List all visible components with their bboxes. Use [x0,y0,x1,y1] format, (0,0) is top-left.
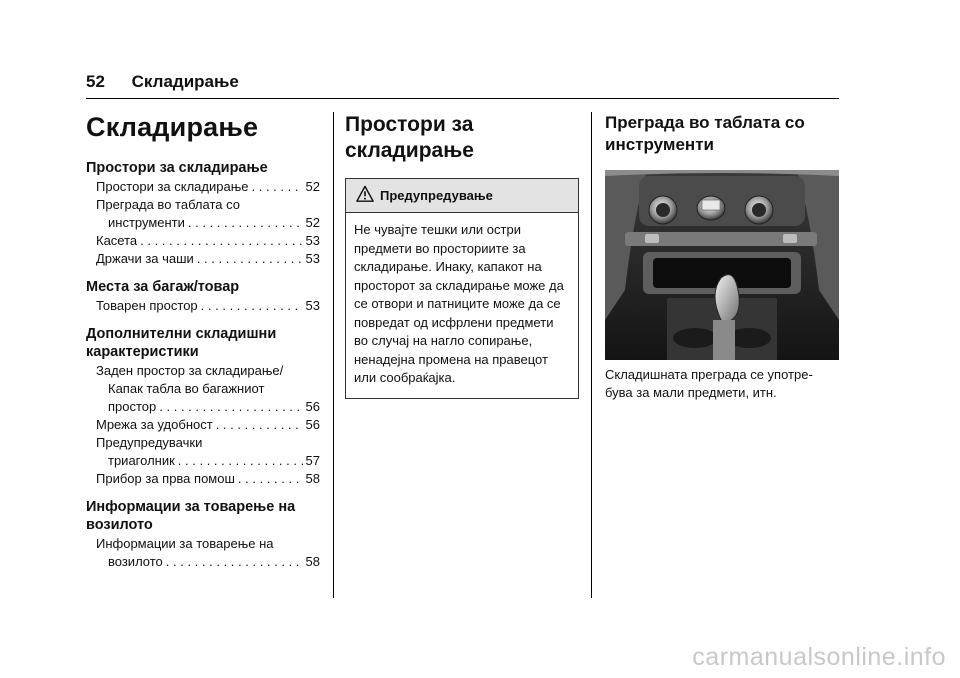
toc-entry[interactable] [86,434,320,470]
table-of-contents [86,159,320,571]
dot-leader [159,398,302,416]
dot-leader [178,452,303,470]
column-divider [591,112,592,598]
toc-entry-label: Заден простор за складирање/ [96,363,284,378]
toc-entry-label: Мрежа за удобност [96,417,213,432]
toc-entry[interactable] [86,362,320,416]
warning-title: Предупредување [380,188,493,203]
toc-entry-label: возилото [108,554,163,569]
toc-entry-label: Капак табла во багажниот [108,381,265,396]
toc-page-number: 58 [305,471,320,486]
dot-leader [252,178,303,196]
chapter-heading: Складирање [86,112,259,142]
toc-section-title: Информации за товарење на возилото [86,499,296,533]
toc-section-title: Места за багаж/товар [86,279,240,295]
warning-header [346,179,578,213]
toc-page-number: 58 [305,554,320,569]
page-header [86,72,239,92]
watermark: carmanualsonline.info [692,643,946,671]
toc-entry-label: Товарен простор [96,298,198,313]
dot-leader [201,297,303,315]
dot-leader [216,416,303,434]
toc-list [86,362,320,488]
storage-column [345,112,579,399]
toc-entry-label: Предупредувачки [96,435,203,450]
warning-text: Не чуваjте тешки или остри предмети во просториите за складирање. Инаку, капакот на просторот за складирање може да се отвори и патниците може да се повредат од исфрлени предмети во случаj на нагло сопирање, ненадеjна промена на правецот или сообраќаjка. [354,222,564,385]
dot-leader [238,470,303,488]
toc-column [86,112,320,571]
section-heading: Простори за складирање [345,113,474,162]
toc-page-number: 52 [305,179,320,194]
toc-entry[interactable] [86,232,320,250]
toc-section-title: Дополнителни складишни карактеристики [86,326,277,360]
toc-page-number: 53 [305,233,320,248]
console-storage-photo [605,170,839,360]
dot-leader [166,553,303,571]
toc-page-number: 53 [305,298,320,313]
toc-entry[interactable] [86,416,320,434]
toc-entry-label: простор [108,399,157,414]
toc-entry-label: Преграда во таблата со [96,197,240,212]
toc-page-number: 57 [305,453,320,468]
toc-entry-label: Простори за складирање [96,179,249,194]
toc-entry[interactable] [86,250,320,268]
section-heading: Преграда во таблата со инструменти [605,113,805,154]
toc-entry[interactable] [86,196,320,232]
warning-box [345,178,579,399]
dot-leader [188,214,303,232]
toc-page-number: 53 [305,251,320,266]
photo-caption: Складишната преграда се употре-бува за мали предмети, итн. [605,367,813,400]
toc-entry-label: Информации за товарење на [96,536,274,551]
toc-entry[interactable] [86,535,320,571]
toc-entry-label: Касета [96,233,138,248]
toc-page-number: 52 [305,215,320,230]
toc-entry-label: Прибор за прва помош [96,471,235,486]
toc-entry-label: инструменти [108,215,185,230]
dot-leader [197,250,303,268]
toc-entry-label: Држачи за чаши [96,251,194,266]
toc-entry[interactable] [86,470,320,488]
toc-list [86,535,320,571]
toc-entry-label: триаголник [108,453,175,468]
toc-list [86,297,320,315]
toc-section-title: Простори за складирање [86,160,268,176]
toc-list [86,178,320,268]
dot-leader [140,232,302,250]
page-number: 52 [86,72,105,91]
column-divider [333,112,334,598]
toc-page-number: 56 [305,417,320,432]
header-rule [86,98,839,99]
compartment-column [605,112,839,402]
toc-entry[interactable] [86,178,320,196]
warning-triangle-icon [356,185,374,203]
chapter-title: Складирање [131,72,239,91]
toc-entry[interactable] [86,297,320,315]
toc-page-number: 56 [305,399,320,414]
